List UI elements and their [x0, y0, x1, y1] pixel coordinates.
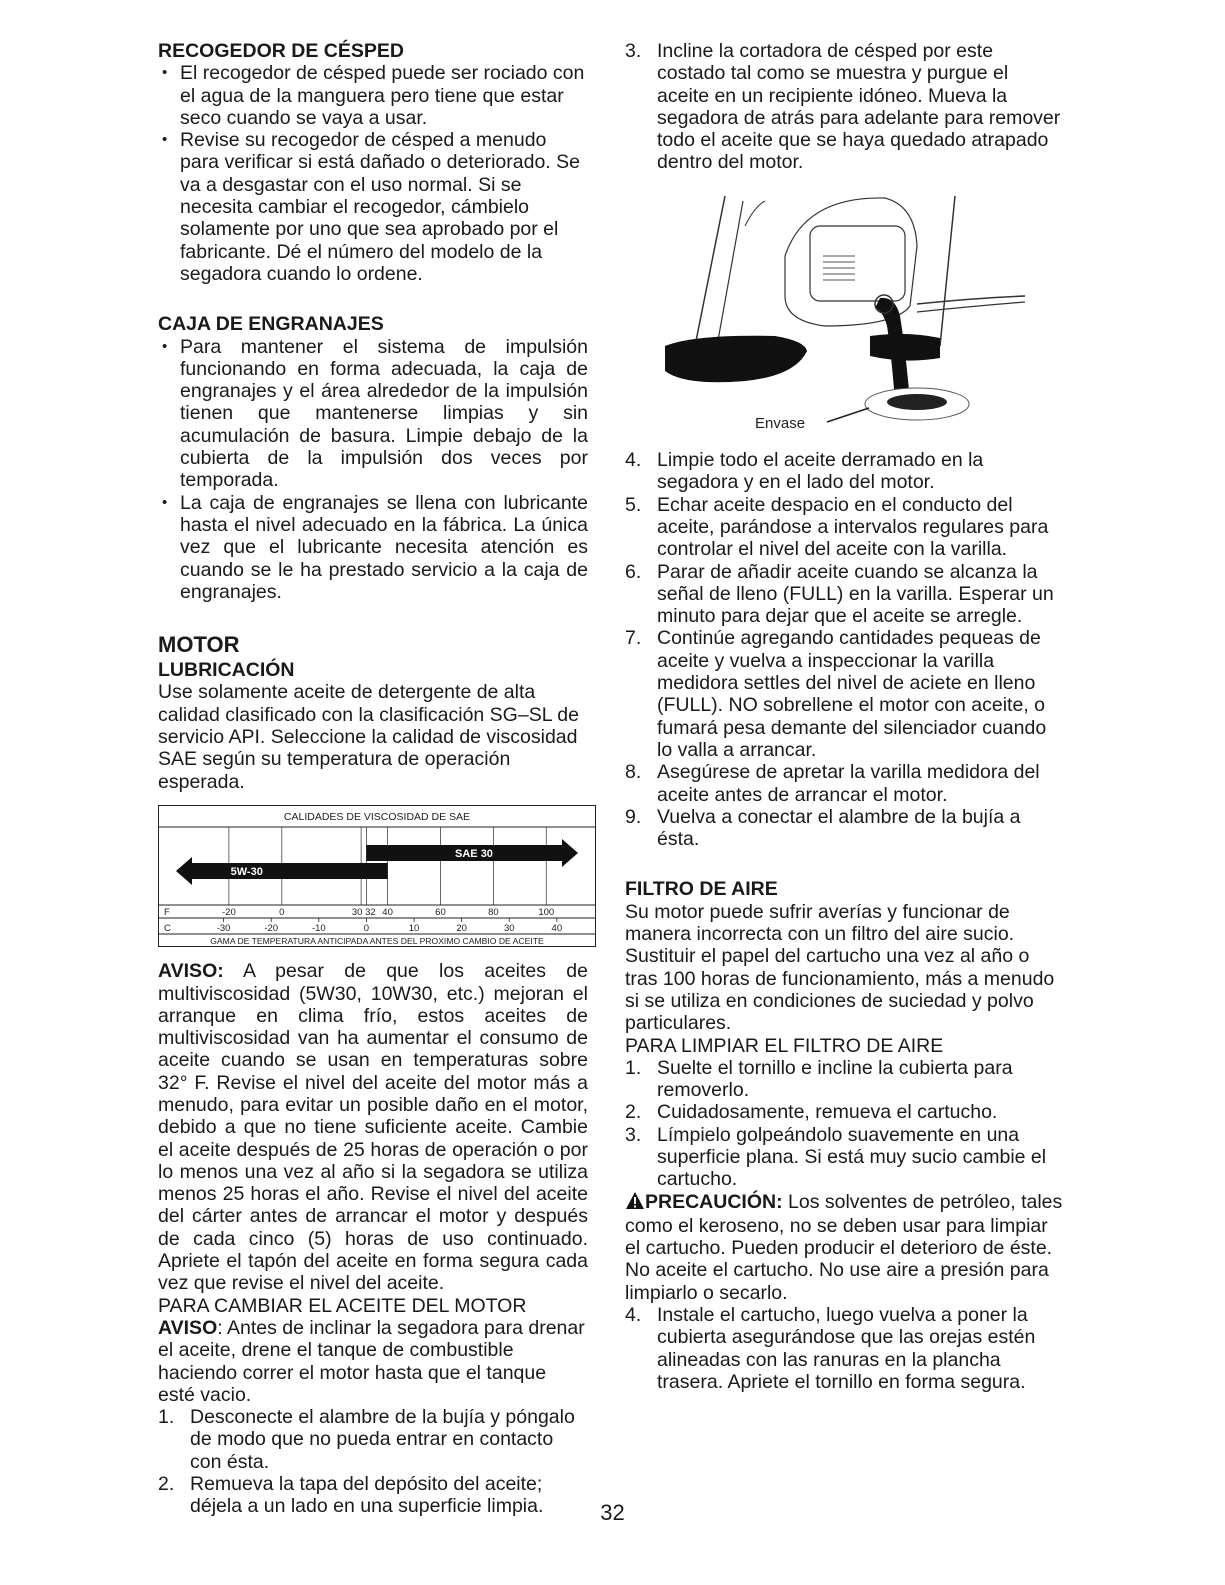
tilted-mower-drain-image [655, 186, 1035, 436]
grass-catcher-heading: RECOGEDOR DE CÉSPED [158, 40, 404, 62]
step-text: Continúe agregando cantidades pequeas de aceite y vuelva a inspeccionar la varilla medidora settles del nivel de aciete en lleno (FULL). NO sobrellene el motor con aceite, o fumará pesa demante del silenciador cuando lo valla a arrancar. [657, 627, 1047, 761]
step-number: 6. [625, 560, 642, 583]
step-number: 9. [625, 805, 642, 828]
notice-2-text: : Antes de inclinar la segadora para drenar el aceite, drene el tanque de combustible haciendo correr el motor hasta que el tanque esté vacio. [158, 1316, 585, 1406]
filter-steps [625, 1057, 1065, 1191]
clean-filter-heading: PARA LIMPIAR EL FILTRO DE AIRE [625, 1034, 944, 1057]
list-item [625, 494, 1065, 561]
list-item [158, 1406, 588, 1473]
sae-viscosity-chart [158, 805, 588, 952]
list-item [625, 449, 1065, 494]
oil-change-steps-continued [625, 40, 1065, 174]
oil-fill-steps [625, 449, 1065, 850]
step-text: Instale el cartucho, luego vuelva a poner la cubierta asegurándose que las orejas estén alineadas con las ranuras en la plancha trasera. Apriete el tornillo en forma segura. [657, 1304, 1036, 1393]
step-number: 4. [625, 449, 642, 472]
c-tick-label: -30 [216, 922, 231, 934]
list-item: • El recogedor de césped puede ser rociado con el agua de la manguera pero tiene que estar seco cuando se vaya a usar. [158, 62, 588, 129]
step-number: 8. [625, 761, 642, 784]
gearbox-heading: CAJA DE ENGRANAJES [158, 313, 384, 336]
engine-heading: MOTOR [158, 632, 240, 658]
viscosity-bar-label: SAE 30 [455, 847, 493, 860]
f-tick-label: 80 [488, 906, 499, 918]
f-tick-label: 32 [365, 906, 376, 918]
drain-oil-illustration [655, 186, 1065, 441]
notice-2-label: AVISO [158, 1316, 218, 1339]
f-tick-label: 0 [279, 906, 285, 918]
step-text: Vuelva a conectar el alambre de la bujía a ésta. [657, 805, 1021, 851]
c-tick-label: 0 [363, 922, 370, 934]
f-axis-unit: F [164, 906, 170, 918]
list-item [625, 1124, 1065, 1191]
step-text: Desconecte el alambre de la bujía y póngalo de modo que no pueda entrar en contacto con ésta. [190, 1406, 575, 1473]
c-tick-label: 20 [456, 922, 467, 934]
step-text: Incline la cortadora de césped por este costado tal como se muestra y purgue el aceite en un recipiente idóneo. Mueva la segadora de atrás para adelante para remover todo el aceite que se haya quedado atrapado dentro del motor. [657, 40, 1061, 174]
step-text: Asegúrese de apretar la varilla medidora del aceite antes de arrancar el motor. [657, 761, 1040, 806]
step-text: Remueva la tapa del depósito del aceite; déjela a un lado en una superficie limpia. [190, 1473, 544, 1518]
step-text: Echar aceite despacio en el conducto del aceite, parándose a intervalos regulares para controlar el nivel del aceite con la varilla. [657, 493, 1049, 561]
notice-1 [158, 960, 588, 1294]
step-number: 2. [625, 1101, 642, 1124]
step-text: Suelte el tornillo e incline la cubierta para removerlo. [657, 1056, 1013, 1102]
f-tick-label: -20 [222, 906, 236, 918]
list-item [625, 761, 1065, 806]
c-tick-label: -10 [311, 922, 326, 934]
lubrication-heading: LUBRICACIÓN [158, 659, 295, 682]
page-number: 32 [600, 1500, 625, 1525]
filter-steps-continued [625, 1304, 1065, 1393]
f-tick-label: 60 [435, 906, 446, 918]
warning-triangle-icon [625, 1191, 645, 1215]
c-tick-label: 30 [503, 922, 515, 934]
right-column [625, 40, 1065, 1393]
step-number: 3. [625, 1123, 642, 1146]
notice-1-label: AVISO: [158, 960, 224, 983]
lubrication-text: Use solamente aceite de detergente de alta calidad clasificado con la clasificación SG–SL de servicio API. Seleccione la calidad de viscosidad SAE según su temperatura de operación esperada. [158, 681, 579, 793]
step-number: 7. [625, 627, 642, 650]
f-tick-label: 40 [382, 906, 393, 918]
gearbox-list [158, 336, 588, 604]
container-label: Envase [755, 414, 806, 432]
c-axis-unit: C [164, 922, 171, 934]
chart-xlabel: GAMA DE TEMPERATURA ANTICIPADA ANTES DEL PROXIMO CAMBIO DE ACEITE [210, 935, 544, 946]
step-number: 3. [625, 40, 642, 62]
notice-1-text: A pesar de que los aceites de multiviscosidad (5W30, 10W30, etc.) mejoran el arranque en clima frío, estos aceites de multiviscosidad van ha aumentar el consumo de aceite cuando se usan en temperaturas sobre 32° F. Revise el nivel del aceite del motor más a menudo, para evitar un posible daño en el motor, debido a que no tiene suficiente aceite. Cambie el aceite después de 25 horas de operación o por lo menos una vez al año si la segadora se utiliza menos 25 horas el año. Revise el nivel del aceite del cárter antes de arrancar el motor y después de cada cinco (5) horas de uso continuado. Apriete el tapón del aceite en forma segura cada vez que revise el nivel del aceite. [158, 960, 588, 1295]
change-oil-heading: PARA CAMBIAR EL ACEITE DEL MOTOR [158, 1294, 527, 1317]
step-text: Limpie todo el aceite derramado en la segadora y en el lado del motor. [657, 449, 984, 494]
step-text: Parar de añadir aceite cuando se alcanza la señal de lleno (FULL) en la varilla. Esperar un minuto para dejar que el aceite se arregle. [657, 560, 1054, 628]
air-filter-heading: FILTRO DE AIRE [625, 878, 778, 901]
list-item [625, 627, 1065, 761]
step-number: 1. [625, 1056, 642, 1079]
list-item [625, 1057, 1065, 1102]
notice-2 [158, 1317, 588, 1406]
step-number: 4. [625, 1304, 642, 1327]
list-item: • Revise su recogedor de césped a menudo para verificar si está dañado o deteriorado. Se va a desgastar con el uso normal. Si se necesita cambiar el recogedor, cámbielo solamente por uno que sea aprobado por el fabricante. Dé el número del modelo de la segadora cuando lo ordene. [158, 129, 588, 285]
chart-title: CALIDADES DE VISCOSIDAD DE SAE [283, 810, 471, 823]
list-item [625, 561, 1065, 628]
step-number: 1. [158, 1406, 175, 1429]
caution-block [625, 1191, 1065, 1304]
list-item [625, 1101, 1065, 1123]
list-item: • La caja de engranajes se llena con lubricante hasta el nivel adecuado en la fábrica. La única vez que el lubricante necesita atención es cuando se le ha prestado servicio a la caja de engranajes. [158, 492, 588, 603]
list-item [625, 806, 1065, 851]
step-number: 2. [158, 1473, 175, 1496]
air-filter-text: Su motor puede sufrir averías y funcionar de manera incorrecta con un filtro del aire sucio. Sustituir el papel del cartucho una vez al año o tras 100 horas de funcionamiento, más a menudo si se utiliza en condiciones de suciedad y polvo particulares. [625, 900, 1055, 1035]
grass-catcher-list [158, 62, 588, 285]
step-text: Cuidadosamente, remueva el cartucho. [657, 1101, 998, 1124]
viscosity-bar-label: 5W-30 [230, 865, 263, 878]
caution-label: PRECAUCIÓN: [645, 1190, 783, 1213]
caution-text: Los solventes de petróleo, tales como el keroseno, no se deben usar para limpiar el cartucho. Pueden producir el deterioro de éste. No aceite el cartucho. No use aire a presión para limpiarlo o secarlo. [625, 1190, 1063, 1304]
list-item [625, 40, 1065, 174]
step-number: 5. [625, 493, 642, 516]
c-tick-label: 40 [551, 922, 563, 934]
list-item: • Para mantener el sistema de impulsión funcionando en forma adecuada, la caja de engranajes y el área alrededor de la impulsión tienen que mantenerse limpias y sin acumulación de basura. Limpie debajo de la cubierta de la impulsión dos veces por temporada. [158, 336, 588, 492]
left-column [158, 40, 588, 1518]
f-tick-label: 100 [538, 906, 555, 918]
sae-viscosity-chart-svg [158, 805, 596, 947]
f-tick-label: 30 [351, 906, 363, 918]
c-tick-label: 10 [408, 922, 420, 934]
list-item [625, 1304, 1065, 1393]
step-text: Límpielo golpeándolo suavemente en una superficie plana. Si está muy sucio cambie el cartucho. [657, 1123, 1047, 1191]
c-tick-label: -20 [264, 922, 279, 934]
